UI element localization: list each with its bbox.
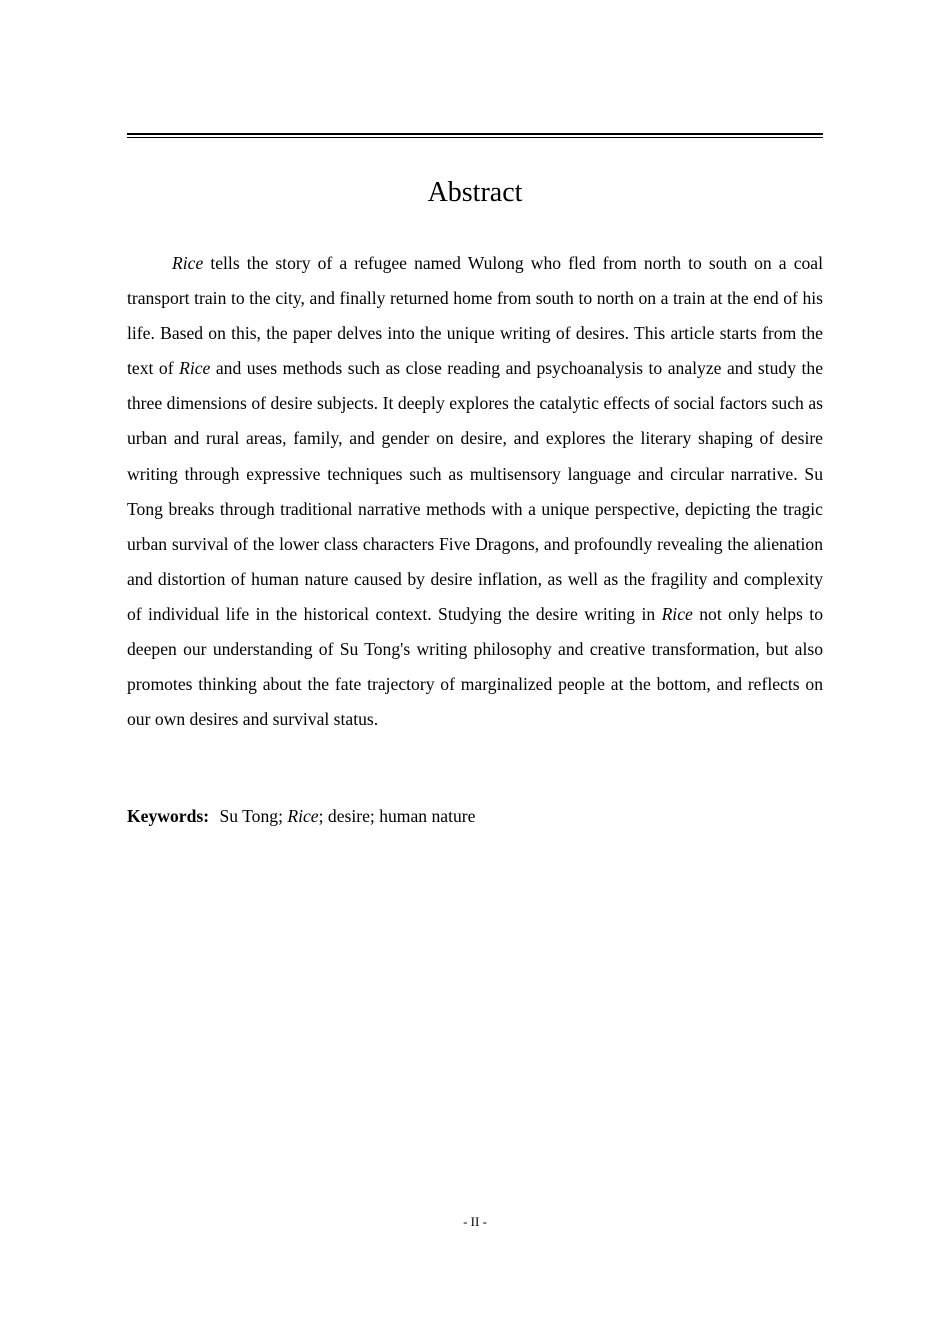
abstract-body [127, 246, 823, 737]
header-rule-thin [127, 137, 823, 138]
header-double-rule [127, 133, 823, 139]
book-title-rice: Rice [179, 358, 211, 379]
book-title-rice: Rice [172, 253, 204, 273]
book-title-rice: Rice [661, 603, 693, 624]
page-number: - II - [463, 1214, 487, 1229]
keyword-rice: Rice [287, 806, 319, 826]
abstract-text: not only helps to deepen our understanding of Su Tong's writing philosophy and creative transformation, but also promotes thinking about the fate trajectory of marginalized people at the bottom, and reflects on our own desires and survival status. [127, 603, 823, 730]
keyword-text: Su Tong; [219, 806, 288, 826]
keyword-text: ; desire; human nature [318, 806, 476, 826]
keywords-label: Keywords: [127, 806, 210, 826]
keywords-line [127, 802, 823, 830]
abstract-title: Abstract [427, 177, 523, 208]
abstract-text: tells the story of a refugee named Wulong who fled from north to south on a coal transport train to the city, and finally returned home from south to north on a train at the end of his life. Based on this, the paper delves into the unique writing of desires. This article starts from the text of [127, 253, 823, 379]
abstract-text: and uses methods such as close reading and psychoanalysis to analyze and study the three dimensions of desire subjects. It deeply explores the catalytic effects of social factors such as urban and rural areas, family, and gender on desire, and explores the literary shaping of desire writing through expressive techniques such as multisensory language and circular narrative. Su Tong breaks through traditional narrative methods with a unique perspective, depicting the tragic urban survival of the lower class characters Five Dragons, and profoundly revealing the alienation and distortion of human nature caused by desire inflation, as well as the fragility and complexity of individual life in the historical context. Studying the desire writing in [127, 358, 824, 624]
header-rule-thick [127, 133, 823, 135]
